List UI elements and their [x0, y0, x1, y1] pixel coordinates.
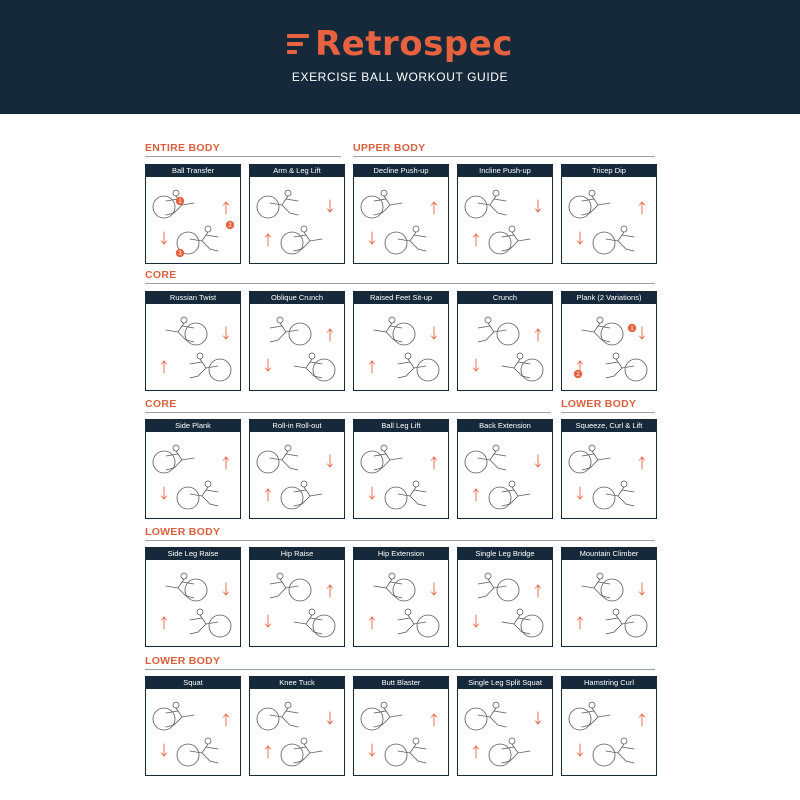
exercise-title: Knee Tuck: [250, 677, 344, 689]
exercise-illustration: [354, 689, 448, 775]
direction-arrow-icon: [370, 361, 375, 373]
direction-arrow-icon: [578, 232, 583, 244]
direction-arrow-icon: [224, 583, 229, 595]
exercise-illustration: [562, 560, 656, 646]
exercise-title: Single Leg Split Squat: [458, 677, 552, 689]
exercise-card: [457, 676, 553, 776]
exercise-title: Squeeze, Curl & Lift: [562, 420, 656, 432]
exercise-illustration: [146, 560, 240, 646]
exercise-illustration: [250, 689, 344, 775]
exercise-illustration: [562, 177, 656, 263]
exercise-title: Incline Push-up: [458, 165, 552, 177]
exercise-title: Russian Twist: [146, 292, 240, 304]
direction-arrow-icon: [328, 585, 333, 597]
exercise-illustration: [562, 689, 656, 775]
direction-arrow-icon: [432, 202, 437, 214]
section-label: LOWER BODY: [145, 526, 221, 538]
exercise-illustration: [458, 177, 552, 263]
section-divider: [353, 156, 655, 157]
exercise-title: Side Leg Raise: [146, 548, 240, 560]
direction-arrow-icon: [266, 234, 271, 246]
exercise-title: Side Plank: [146, 420, 240, 432]
direction-arrow-icon: [640, 457, 645, 469]
direction-arrow-icon: [474, 489, 479, 501]
brand-logo: [0, 24, 800, 64]
exercise-card: [353, 547, 449, 647]
section-label: CORE: [145, 269, 177, 281]
step-number: 2: [576, 372, 580, 379]
direction-arrow-icon: [536, 200, 541, 212]
exercise-illustration: [458, 689, 552, 775]
exercise-card: [249, 291, 345, 391]
direction-arrow-icon: [474, 234, 479, 246]
exercise-illustration: [354, 304, 448, 390]
exercise-illustration: [250, 304, 344, 390]
step-number: 1: [178, 199, 182, 206]
direction-arrow-icon: [640, 714, 645, 726]
step-number: 2: [228, 223, 232, 230]
exercise-illustration: [354, 560, 448, 646]
exercise-title: Hamstring Curl: [562, 677, 656, 689]
exercise-illustration: [562, 432, 656, 518]
section-divider: [145, 283, 655, 284]
exercise-card: [145, 164, 241, 264]
direction-arrow-icon: [266, 615, 271, 627]
direction-arrow-icon: [328, 200, 333, 212]
direction-arrow-icon: [640, 327, 645, 339]
direction-arrow-icon: [328, 712, 333, 724]
exercise-title: Squat: [146, 677, 240, 689]
exercise-title: Back Extension: [458, 420, 552, 432]
direction-arrow-icon: [578, 617, 583, 629]
brand-name: Retrospec: [315, 24, 513, 64]
exercise-title: Tricep Dip: [562, 165, 656, 177]
exercise-illustration: [354, 177, 448, 263]
direction-arrow-icon: [432, 583, 437, 595]
exercise-title: Hip Extension: [354, 548, 448, 560]
exercise-title: Crunch: [458, 292, 552, 304]
section-label: LOWER BODY: [561, 398, 637, 410]
exercise-card: [457, 291, 553, 391]
exercise-card: [561, 419, 657, 519]
exercise-illustration: [562, 304, 656, 390]
exercise-title: Butt Blaster: [354, 677, 448, 689]
exercise-illustration: [458, 560, 552, 646]
direction-arrow-icon: [432, 457, 437, 469]
exercise-card: [561, 291, 657, 391]
exercise-title: Hip Raise: [250, 548, 344, 560]
direction-arrow-icon: [474, 615, 479, 627]
exercise-illustration: [146, 304, 240, 390]
exercise-illustration: [354, 432, 448, 518]
exercise-card: [353, 676, 449, 776]
exercise-illustration: [250, 177, 344, 263]
exercise-illustration: [458, 432, 552, 518]
direction-arrow-icon: [224, 202, 229, 214]
exercise-title: Oblique Crunch: [250, 292, 344, 304]
direction-arrow-icon: [370, 487, 375, 499]
step-number: 1: [630, 326, 634, 333]
exercise-card: [249, 676, 345, 776]
exercise-title: Ball Transfer: [146, 165, 240, 177]
exercise-card: [145, 291, 241, 391]
exercise-illustration: [146, 177, 240, 263]
exercise-title: Ball Leg Lift: [354, 420, 448, 432]
direction-arrow-icon: [578, 744, 583, 756]
direction-arrow-icon: [162, 744, 167, 756]
step-number: 3: [178, 251, 182, 258]
exercise-card: [457, 164, 553, 264]
exercise-card: [353, 164, 449, 264]
exercise-title: Mountain Climber: [562, 548, 656, 560]
direction-arrow-icon: [536, 585, 541, 597]
exercise-card: [249, 164, 345, 264]
section-divider: [145, 412, 551, 413]
direction-arrow-icon: [432, 714, 437, 726]
direction-arrow-icon: [162, 487, 167, 499]
direction-arrow-icon: [536, 329, 541, 341]
direction-arrow-icon: [536, 712, 541, 724]
exercise-card: [145, 419, 241, 519]
direction-arrow-icon: [266, 746, 271, 758]
exercise-illustration: [250, 560, 344, 646]
exercise-title: Raised Feet Sit-up: [354, 292, 448, 304]
exercise-illustration: [146, 689, 240, 775]
exercise-card: [457, 419, 553, 519]
direction-arrow-icon: [328, 455, 333, 467]
exercise-title: Arm & Leg Lift: [250, 165, 344, 177]
direction-arrow-icon: [474, 746, 479, 758]
direction-arrow-icon: [370, 744, 375, 756]
direction-arrow-icon: [370, 617, 375, 629]
section-label: LOWER BODY: [145, 655, 221, 667]
exercise-card: [561, 164, 657, 264]
section-divider: [145, 669, 655, 670]
exercise-card: [353, 419, 449, 519]
section-label: ENTIRE BODY: [145, 142, 221, 154]
direction-arrow-icon: [536, 455, 541, 467]
section-divider: [145, 156, 341, 157]
direction-arrow-icon: [432, 327, 437, 339]
direction-arrow-icon: [162, 232, 167, 244]
direction-arrow-icon: [162, 617, 167, 629]
direction-arrow-icon: [266, 359, 271, 371]
section-divider: [145, 540, 655, 541]
logo-stripes-icon: [287, 31, 309, 57]
exercise-card: [353, 291, 449, 391]
exercise-card: [561, 547, 657, 647]
section-divider: [561, 412, 655, 413]
guide-subtitle: EXERCISE BALL WORKOUT GUIDE: [291, 70, 509, 84]
direction-arrow-icon: [640, 202, 645, 214]
direction-arrow-icon: [578, 487, 583, 499]
section-label: UPPER BODY: [353, 142, 426, 154]
exercise-illustration: [250, 432, 344, 518]
exercise-card: [249, 547, 345, 647]
exercise-card: [145, 547, 241, 647]
direction-arrow-icon: [474, 359, 479, 371]
direction-arrow-icon: [224, 714, 229, 726]
direction-arrow-icon: [266, 489, 271, 501]
exercise-title: Plank (2 Variations): [562, 292, 656, 304]
header-banner: [0, 0, 800, 114]
direction-arrow-icon: [224, 327, 229, 339]
exercise-card: [457, 547, 553, 647]
exercise-title: Single Leg Bridge: [458, 548, 552, 560]
exercise-illustration: [458, 304, 552, 390]
exercise-card: [561, 676, 657, 776]
exercise-card: [145, 676, 241, 776]
exercise-title: Roll-in Roll-out: [250, 420, 344, 432]
direction-arrow-icon: [640, 583, 645, 595]
section-label: CORE: [145, 398, 177, 410]
direction-arrow-icon: [328, 329, 333, 341]
exercise-title: Decline Push-up: [354, 165, 448, 177]
exercise-illustration: [146, 432, 240, 518]
direction-arrow-icon: [224, 457, 229, 469]
direction-arrow-icon: [370, 232, 375, 244]
exercise-card: [249, 419, 345, 519]
direction-arrow-icon: [162, 361, 167, 373]
